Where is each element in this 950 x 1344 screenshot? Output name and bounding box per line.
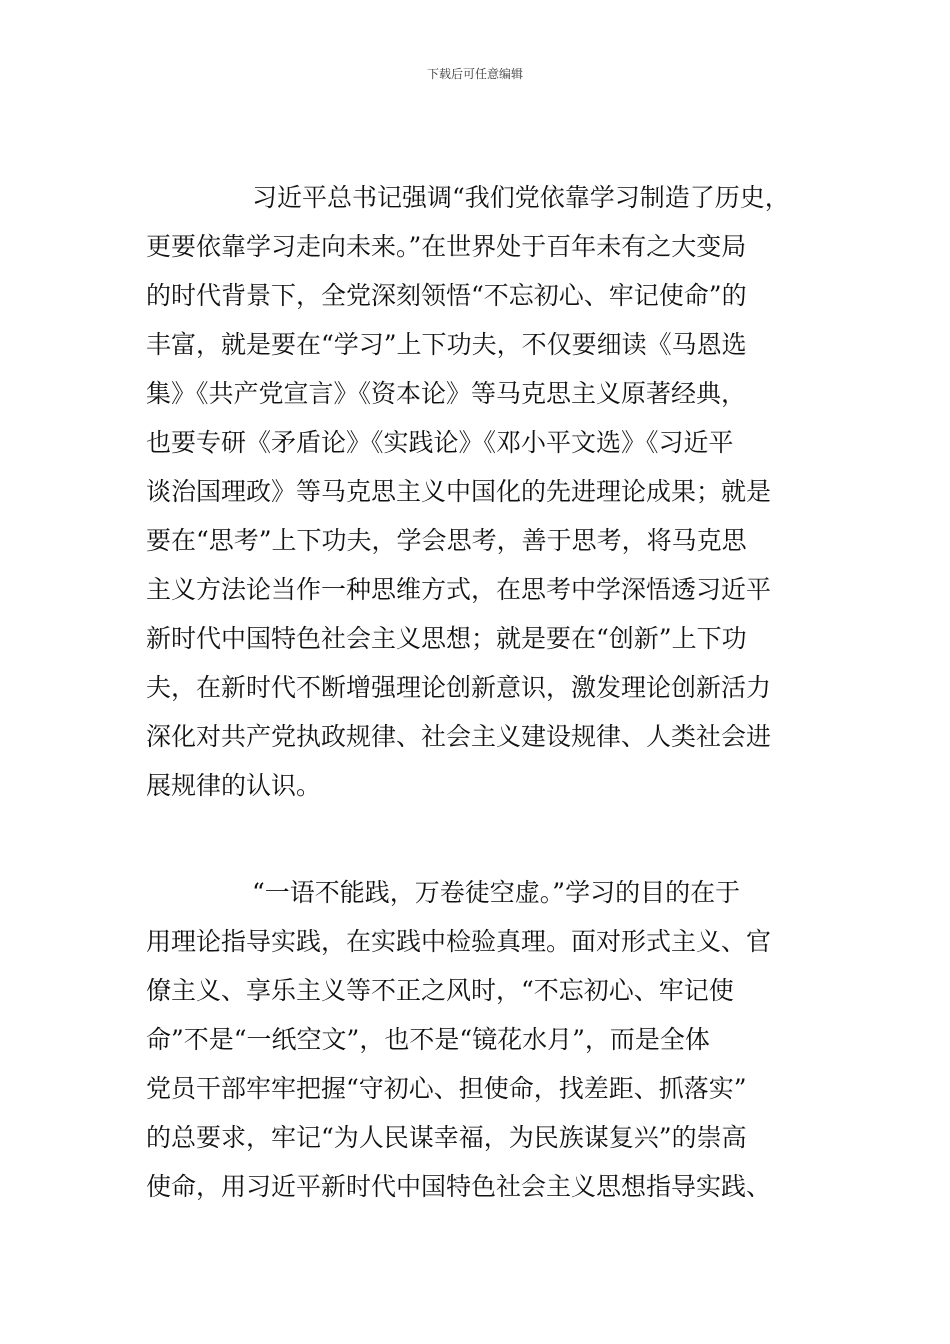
paragraph-line: 使命，用习近平新时代中国特色社会主义思想指导实践、 bbox=[146, 1172, 772, 1201]
paragraph-line: 也要专研《矛盾论》《实践论》《邓小平文选》《习近平 bbox=[146, 428, 734, 457]
paragraph-line: 主义方法论当作一种思维方式，在思考中学深悟透习近平 bbox=[146, 575, 772, 604]
paragraph-line: 谈治国理政》等马克思主义中国化的先进理论成果；就是 bbox=[146, 477, 772, 506]
paragraph-line: 习近平总书记强调“我们党依靠学习制造了历史， bbox=[252, 183, 790, 212]
paragraph-line: 要在“思考”上下功夫，学会思考，善于思考，将马克思 bbox=[146, 526, 747, 555]
paragraph-line: 展规律的认识。 bbox=[146, 771, 322, 800]
paragraph-line: 党员干部牢牢把握“守初心、担使命，找差距、抓落实” bbox=[146, 1074, 747, 1103]
paragraph-line: 集》《共产党宣言》《资本论》等马克思主义原著经典， bbox=[146, 379, 747, 408]
paragraph-line: 命”不是“一纸空文”，也不是“镜花水月”，而是全体 bbox=[146, 1025, 710, 1054]
paragraph-line: 深化对共产党执政规律、社会主义建设规律、人类社会进 bbox=[146, 722, 772, 751]
page-header: 下载后可任意编辑 bbox=[426, 67, 523, 81]
paragraph-line: 夫，在新时代不断增强理论创新意识，激发理论创新活力 bbox=[146, 673, 772, 702]
paragraph-line: “一语不能践，万卷徒空虚。”学习的目的在于 bbox=[252, 878, 741, 907]
paragraph-line: 的时代背景下，全党深刻领悟“不忘初心、牢记使命”的 bbox=[146, 281, 747, 310]
paragraph-line: 新时代中国特色社会主义思想；就是要在“创新”上下功 bbox=[146, 624, 747, 653]
paragraph-line: 用理论指导实践，在实践中检验真理。面对形式主义、官 bbox=[146, 927, 772, 956]
paragraph-line: 僚主义、享乐主义等不正之风时，“不忘初心、牢记使 bbox=[146, 976, 734, 1005]
paragraph-line: 更要依靠学习走向未来。”在世界处于百年未有之大变局 bbox=[146, 232, 747, 261]
paragraph-line: 丰富，就是要在“学习”上下功夫，不仅要细读《马恩选 bbox=[146, 330, 747, 359]
paragraph-line: 的总要求，牢记“为人民谋幸福，为民族谋复兴”的崇高 bbox=[146, 1123, 747, 1152]
